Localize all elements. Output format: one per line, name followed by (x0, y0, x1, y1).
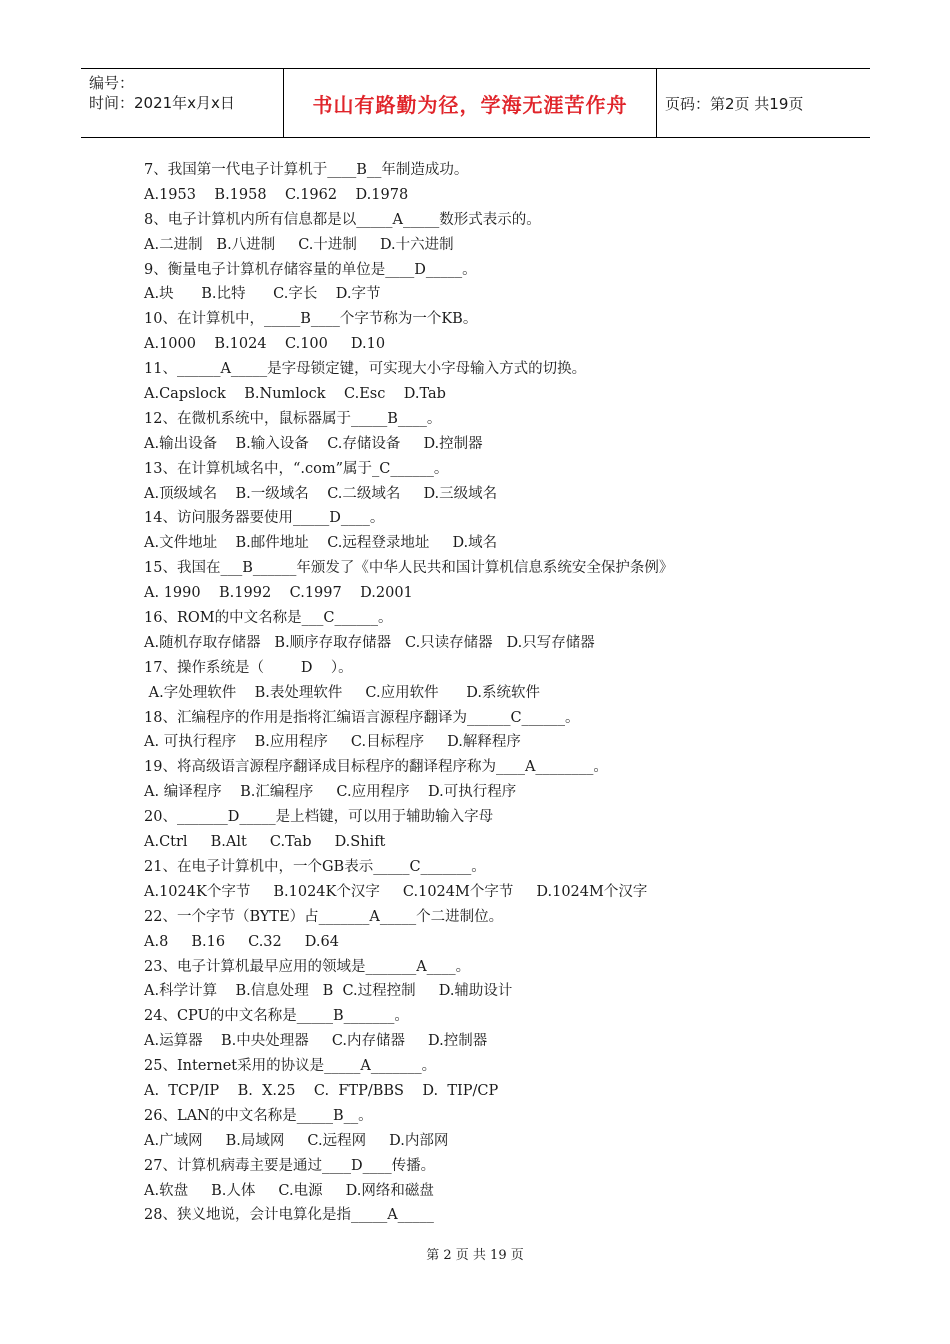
text-line: A.Ctrl B.Alt C.Tab D.Shift (144, 834, 386, 851)
text-line: 8、电子计算机内所有信息都是以_____A_____数形式表示的。 (144, 211, 541, 228)
text-line: 28、狭义地说，会计电算化是指_____A_____ (144, 1207, 434, 1224)
text-line: 12、在微机系统中，鼠标器属于_____B____。 (144, 410, 442, 427)
text-line: 26、LAN的中文名称是_____B__。 (144, 1107, 373, 1124)
text-line: 19、将高级语言源程序翻译成目标程序的翻译程序称为____A________。 (144, 759, 608, 776)
text-line: A.1953 B.1958 C.1962 D.1978 (144, 186, 409, 203)
text-line: 13、在计算机域名中，“.com”属于_C______。 (144, 460, 449, 477)
text-line: 11、______A_____是字母锁定键，可实现大小字母输入方式的切换。 (144, 361, 587, 378)
text-line: A.运算器 B.中央处理器 C.内存储器 D.控制器 (144, 1033, 488, 1050)
text-line: 25、Internet采用的协议是_____A_______。 (144, 1058, 437, 1075)
text-line: 23、电子计算机最早应用的领域是_______A____。 (144, 958, 471, 975)
time-label: 时间：2021年x月x日 (89, 94, 235, 112)
text-line: 7、我国第一代电子计算机于____B__年制造成功。 (144, 162, 469, 178)
text-line: 16、ROM的中文名称是___C______。 (144, 610, 393, 627)
question-list (144, 158, 784, 1228)
text-line: A.1000 B.1024 C.100 D.10 (144, 336, 386, 353)
text-line: A.顶级域名 B.一级域名 C.二级域名 D.三级域名 (144, 485, 498, 502)
header-meta (81, 69, 284, 137)
text-line: A.Capslock B.Numlock C.Esc D.Tab (144, 386, 446, 403)
number-label: 编号： (89, 74, 135, 92)
text-line: 14、访问服务器要使用_____D____。 (144, 510, 385, 527)
text-line: 18、汇编程序的作用是指将汇编语言源程序翻译为______C______。 (144, 709, 580, 726)
text-line: 21、在电子计算机中，一个GB表示_____C_______。 (144, 858, 486, 875)
text-line: A.软盘 B.人体 C.电源 D.网络和磁盘 (144, 1182, 434, 1199)
text-line: 24、CPU的中文名称是_____B_______。 (144, 1008, 409, 1025)
text-line: 15、我国在___B______年颁发了《中华人民共和国计算机信息系统安全保护条例》 (144, 560, 674, 577)
text-line: A. 1990 B.1992 C.1997 D.2001 (144, 585, 413, 602)
text-line: 10、在计算机中，_____B____个字节称为一个KB。 (144, 311, 478, 328)
text-line: 9、衡量电子计算机存储容量的单位是____D_____。 (144, 261, 477, 278)
text-line: A. TCP/IP B. X.25 C. FTP/BBS D. TIP/CP (144, 1082, 499, 1099)
page-footer: 第 2 页 共 19 页 (426, 1248, 524, 1263)
text-line: 27、计算机病毒主要是通过____D____传播。 (144, 1157, 436, 1174)
header-page-info: 页码：第2页 共19页 (665, 94, 804, 113)
text-line: A.科学计算 B.信息处理 B C.过程控制 D.辅助设计 (144, 983, 513, 1000)
text-line: A.1024K个字节 B.1024K个汉字 C.1024M个字节 D.1024M个汉字 (144, 883, 648, 900)
text-line: A.块 B.比特 C.字长 D.字节 (144, 286, 381, 303)
text-line: A.随机存取存储器 B.顺序存取存储器 C.只读存储器 D.只写存储器 (144, 634, 595, 651)
text-line: A.字处理软件 B.表处理软件 C.应用软件 D.系统软件 (144, 684, 540, 701)
page-header (81, 68, 870, 138)
text-line: 22、一个字节（BYTE）占_______A_____个二进制位。 (144, 908, 504, 925)
text-line: A. 编译程序 B.汇编程序 C.应用程序 D.可执行程序 (144, 784, 517, 801)
text-line: A. 可执行程序 B.应用程序 C.目标程序 D.解释程序 (144, 734, 521, 751)
text-line: A.输出设备 B.输入设备 C.存储设备 D.控制器 (144, 435, 483, 452)
text-line: A.二进制 B.八进制 C.十进制 D.十六进制 (144, 236, 454, 253)
text-line: A.广域网 B.局域网 C.远程网 D.内部网 (144, 1132, 449, 1149)
text-line: A.文件地址 B.邮件地址 C.远程登录地址 D.域名 (144, 535, 498, 552)
text-line: 20、_______D_____是上档键，可以用于辅助输入字母 (144, 809, 494, 826)
text-line: 17、操作系统是（ D ）。 (144, 659, 353, 676)
header-motto: 书山有路勤为径，学海无涯苦作舟 (284, 69, 657, 137)
text-line: A.8 B.16 C.32 D.64 (144, 933, 339, 950)
